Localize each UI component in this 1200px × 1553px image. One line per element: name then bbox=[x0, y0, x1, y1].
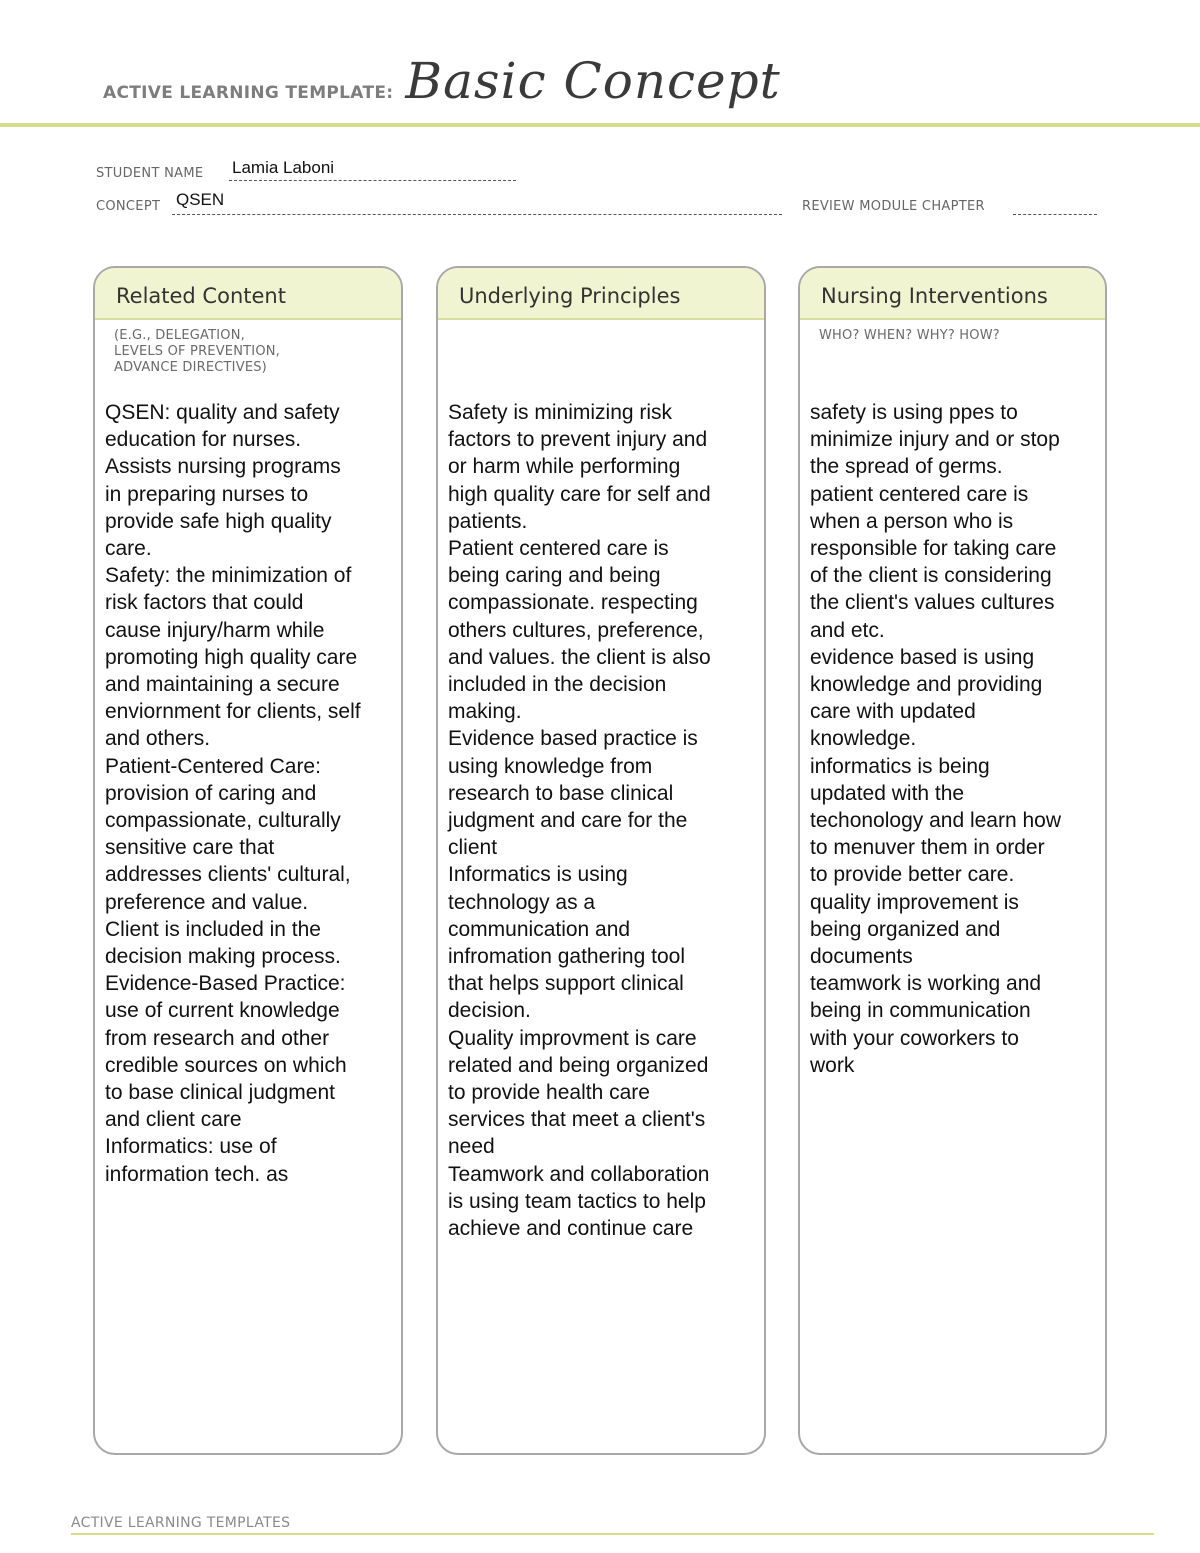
text-line: Quality improvment is care bbox=[448, 1026, 697, 1050]
text-line: that helps support clinical bbox=[448, 972, 684, 996]
text-line: from research and other bbox=[105, 1026, 330, 1050]
text-line: factors to prevent injury and bbox=[448, 428, 708, 452]
text-line: responsible for taking care bbox=[810, 537, 1057, 561]
text-line: promoting high quality care bbox=[105, 645, 358, 669]
footer-divider bbox=[71, 1533, 1154, 1535]
underlying-principles-box bbox=[436, 266, 766, 1455]
text-line: client bbox=[448, 836, 498, 860]
text-line: care with updated bbox=[810, 700, 976, 724]
review-module-field[interactable] bbox=[1013, 199, 1097, 215]
text-line: need bbox=[448, 1135, 495, 1159]
text-line: provide safe high quality bbox=[105, 509, 332, 533]
text-line: Assists nursing programs bbox=[105, 455, 341, 479]
student-name-value: Lamia Laboni bbox=[232, 158, 335, 177]
text-line: making. bbox=[448, 700, 522, 724]
review-module-label: REVIEW MODULE CHAPTER bbox=[802, 199, 985, 214]
text-line: safety is using ppes to bbox=[810, 401, 1018, 424]
text-line: high quality care for self and bbox=[448, 482, 711, 506]
text-line: being caring and being bbox=[448, 564, 661, 588]
text-line: use of current knowledge bbox=[105, 999, 340, 1023]
text-line: the client's values cultures bbox=[810, 591, 1055, 615]
text-line: in preparing nurses to bbox=[105, 482, 309, 506]
text-line: Evidence based practice is bbox=[448, 727, 698, 751]
text-line: related and being organized bbox=[448, 1053, 709, 1077]
text-line: infromation gathering tool bbox=[448, 945, 685, 969]
text-line: of the client is considering bbox=[810, 564, 1052, 588]
text-line: quality improvement is bbox=[810, 890, 1019, 914]
text-line: technology as a bbox=[448, 890, 596, 914]
text-line: information tech. as bbox=[105, 1162, 289, 1186]
text-line: being organized and bbox=[810, 917, 1001, 941]
text-line: achieve and continue care bbox=[448, 1217, 694, 1241]
text-line: addresses clients' cultural, bbox=[105, 863, 351, 887]
text-line: Patient-Centered Care: bbox=[105, 754, 321, 778]
text-line: provision of caring and bbox=[105, 781, 317, 805]
text-line: Evidence-Based Practice: bbox=[105, 972, 346, 996]
template-prefix: ACTIVE LEARNING TEMPLATE: bbox=[103, 83, 394, 103]
underlying-principles-text[interactable] bbox=[448, 399, 756, 1242]
text-line: and values. the client is also bbox=[448, 645, 711, 669]
text-line: Safety is minimizing risk bbox=[448, 401, 673, 424]
text-line: preference and value. bbox=[105, 890, 309, 914]
text-line: credible sources on which bbox=[105, 1053, 347, 1077]
text-line: Client is included in the bbox=[105, 917, 321, 941]
nursing-interventions-hint bbox=[800, 320, 1105, 344]
text-line: with your coworkers to bbox=[810, 1026, 1019, 1050]
text-line: minimize injury and or stop bbox=[810, 428, 1060, 452]
student-name-label: STUDENT NAME bbox=[96, 166, 204, 181]
nursing-interventions-text[interactable] bbox=[810, 399, 1097, 1079]
related-content-text[interactable] bbox=[105, 399, 393, 1188]
text-line: to provide better care. bbox=[810, 863, 1015, 887]
nursing-interventions-box bbox=[798, 266, 1107, 1455]
footer-label: ACTIVE LEARNING TEMPLATES bbox=[71, 1515, 291, 1531]
text-line: evidence based is using bbox=[810, 645, 1035, 669]
related-content-heading: Related Content bbox=[95, 268, 401, 320]
text-line: patients. bbox=[448, 509, 528, 533]
text-line: QSEN: quality and safety bbox=[105, 401, 340, 424]
text-line: when a person who is bbox=[810, 509, 1014, 533]
text-line: using knowledge from bbox=[448, 754, 653, 778]
text-line: included in the decision bbox=[448, 673, 667, 697]
hint-line: ADVANCE DIRECTIVES) bbox=[114, 360, 267, 375]
hint-line: WHO? WHEN? WHY? HOW? bbox=[819, 328, 1000, 343]
text-line: education for nurses. bbox=[105, 428, 302, 452]
text-line: to provide health care bbox=[448, 1081, 650, 1105]
text-line: documents bbox=[810, 945, 913, 969]
text-line: Patient centered care is bbox=[448, 537, 669, 561]
text-line: patient centered care is bbox=[810, 482, 1029, 506]
text-line: decision making process. bbox=[105, 945, 341, 969]
underlying-principles-heading: Underlying Principles bbox=[438, 268, 764, 320]
text-line: care. bbox=[105, 537, 152, 561]
header-divider bbox=[0, 123, 1200, 127]
text-line: or harm while performing bbox=[448, 455, 681, 479]
text-line: enviornment for clients, self bbox=[105, 700, 361, 724]
concept-field[interactable] bbox=[172, 199, 782, 215]
related-content-box bbox=[93, 266, 403, 1455]
text-line: Safety: the minimization of bbox=[105, 564, 352, 588]
student-name-row bbox=[96, 166, 203, 181]
text-line: sensitive care that bbox=[105, 836, 275, 860]
hint-line: LEVELS OF PREVENTION, bbox=[114, 344, 281, 359]
text-line: services that meet a client's bbox=[448, 1108, 706, 1132]
nursing-interventions-heading: Nursing Interventions bbox=[800, 268, 1105, 320]
text-line: and client care bbox=[105, 1108, 242, 1132]
text-line: work bbox=[810, 1053, 855, 1077]
text-line: the spread of germs. bbox=[810, 455, 1003, 479]
text-line: others cultures, preference, bbox=[448, 618, 704, 642]
text-line: and etc. bbox=[810, 618, 885, 642]
hint-line: (E.G., DELEGATION, bbox=[114, 328, 245, 343]
concept-row bbox=[96, 199, 160, 214]
concept-value: QSEN bbox=[176, 190, 225, 209]
text-line: to menuver them in order bbox=[810, 836, 1045, 860]
text-line: communication and bbox=[448, 917, 631, 941]
template-header bbox=[103, 52, 781, 122]
text-line: Informatics: use of bbox=[105, 1135, 277, 1159]
page-title: Basic Concept bbox=[405, 52, 781, 110]
review-module-row bbox=[802, 199, 985, 214]
text-line: research to base clinical bbox=[448, 781, 674, 805]
text-line: compassionate, culturally bbox=[105, 809, 341, 833]
text-line: techonology and learn how bbox=[810, 809, 1062, 833]
text-line: informatics is being bbox=[810, 754, 990, 778]
text-line: is using team tactics to help bbox=[448, 1189, 706, 1213]
text-line: cause injury/harm while bbox=[105, 618, 325, 642]
text-line: judgment and care for the bbox=[448, 809, 688, 833]
text-line: teamwork is working and bbox=[810, 972, 1042, 996]
text-line: and maintaining a secure bbox=[105, 673, 340, 697]
text-line: decision. bbox=[448, 999, 531, 1023]
text-line: to base clinical judgment bbox=[105, 1081, 335, 1105]
text-line: knowledge. bbox=[810, 727, 917, 751]
text-line: and others. bbox=[105, 727, 211, 751]
text-line: knowledge and providing bbox=[810, 673, 1043, 697]
related-content-hint bbox=[95, 320, 401, 376]
text-line: compassionate. respecting bbox=[448, 591, 698, 615]
text-line: Informatics is using bbox=[448, 863, 628, 887]
text-line: updated with the bbox=[810, 781, 965, 805]
text-line: Teamwork and collaboration bbox=[448, 1162, 710, 1186]
concept-label: CONCEPT bbox=[96, 199, 161, 214]
text-line: risk factors that could bbox=[105, 591, 304, 615]
text-line: being in communication bbox=[810, 999, 1031, 1023]
